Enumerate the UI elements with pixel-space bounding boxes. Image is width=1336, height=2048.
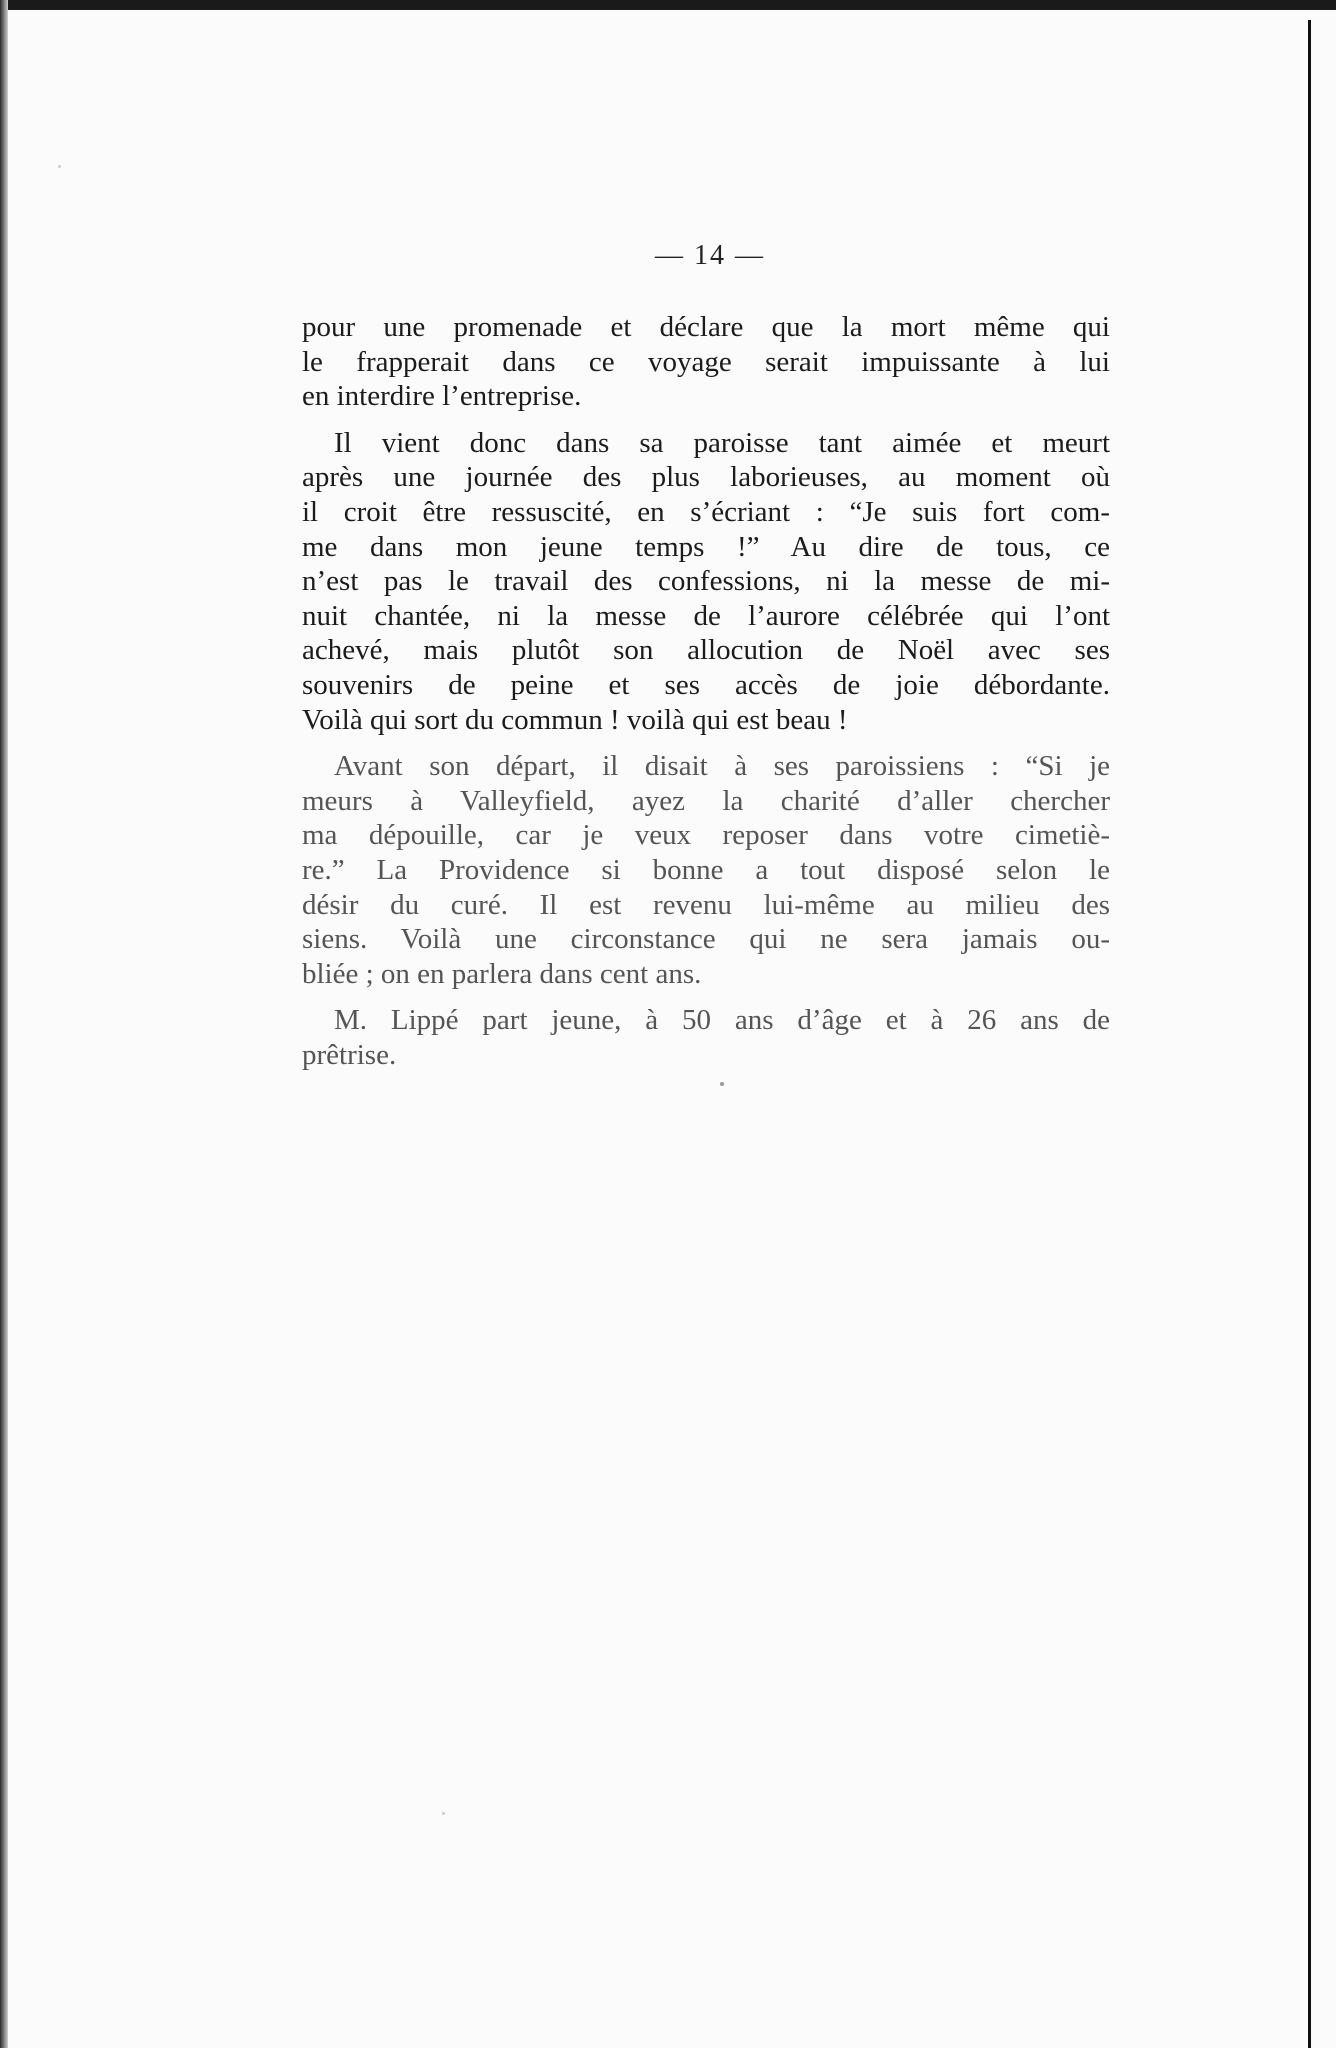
text-line: re.” La Providence si bonne a tout disposé selon le — [302, 853, 1110, 886]
text-line: Avant son départ, il disait à ses paroissiens : “Si je — [334, 750, 1110, 783]
scan-speck — [58, 165, 61, 168]
text-line: meurs à Valleyfield, ayez la charité d’aller chercher — [302, 784, 1110, 817]
text-line: ma dépouille, car je veux reposer dans votre cimetiè- — [302, 819, 1110, 852]
text-line: le frapperait dans ce voyage serait impuissante à lui — [302, 345, 1110, 378]
text-line: après une journée des plus laborieuses, au moment où — [302, 461, 1110, 494]
text-line: souvenirs de peine et ses accès de joie débordante. — [302, 668, 1110, 701]
text-line: Il vient donc dans sa paroisse tant aimée et meurt — [334, 426, 1110, 459]
text-line: siens. Voilà une circonstance qui ne sera jamais ou- — [302, 923, 1110, 956]
paragraph-3 — [302, 749, 1110, 991]
text-line: nuit chantée, ni la messe de l’aurore célébrée qui l’ont — [302, 599, 1110, 632]
text-line: achevé, mais plutôt son allocution de Noël avec ses — [302, 634, 1110, 667]
paragraph-4 — [302, 1003, 1110, 1072]
scan-left-border — [0, 0, 8, 2048]
text-line: prêtrise. — [302, 1038, 397, 1071]
text-line: me dans mon jeune temps !” Au dire de tous, ce — [302, 530, 1110, 563]
text-line: pour une promenade et déclare que la mort même qui — [302, 311, 1110, 343]
scan-right-border — [1308, 20, 1311, 2048]
text-line: désir du curé. Il est revenu lui-même au milieu des — [302, 888, 1110, 921]
paragraph-1 — [302, 310, 1110, 414]
text-line: M. Lippé part jeune, à 50 ans d’âge et à 26 ans de — [334, 1004, 1110, 1037]
scan-top-border — [0, 0, 1336, 10]
body-text — [302, 310, 1110, 1084]
text-line: en interdire l’entreprise. — [302, 380, 582, 413]
text-line: il croit être ressuscité, en s’écriant : “Je suis fort com- — [302, 495, 1110, 528]
text-line: n’est pas le travail des confessions, ni la messe de mi- — [302, 565, 1110, 598]
scan-speck — [720, 1082, 724, 1086]
paragraph-2 — [302, 426, 1110, 737]
text-line: bliée ; on en parlera dans cent ans. — [302, 957, 702, 990]
text-line: Voilà qui sort du commun ! voilà qui est beau ! — [302, 703, 848, 736]
scan-speck — [442, 1812, 445, 1815]
page-number: — 14 — — [655, 240, 765, 271]
